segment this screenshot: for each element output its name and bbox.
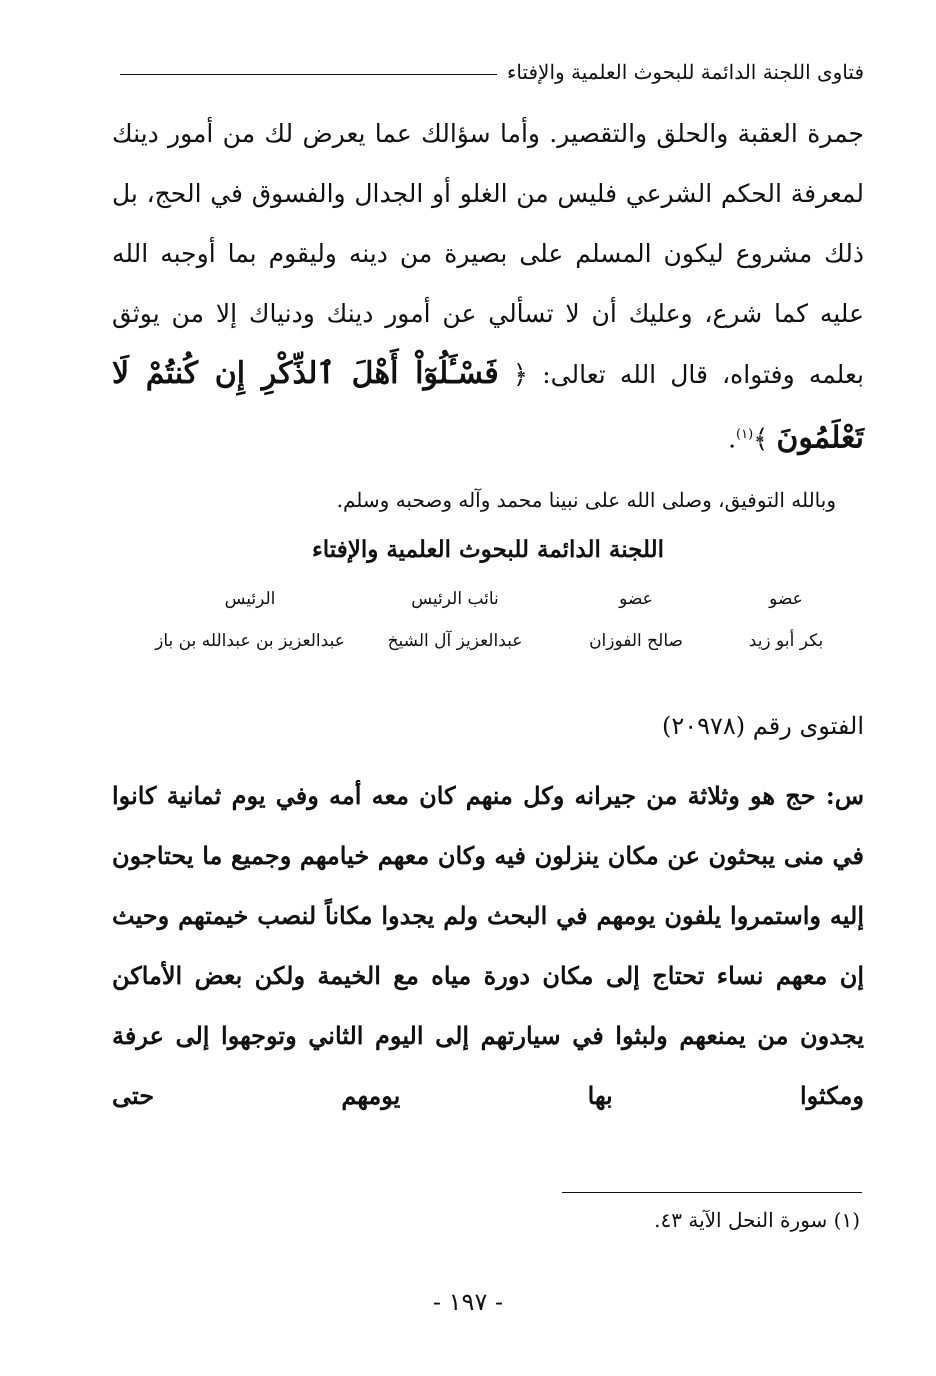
signature-member-1	[726, 584, 846, 656]
signature-vice-president	[360, 584, 550, 656]
question-label: س:	[825, 781, 865, 810]
intro-text: جمرة العقبة والحلق والتقصير. وأما سؤالك عما يعرض لك من أمور دينك لمعرفة الحكم الشرعي فليس من الغلو أو الجدال والفسوق في الحج، بل ذلك مشروع ليكون المسلم على بصيرة من دينه وليقوم بما أوجبه الله عليه كما شرع، وعليك أن لا تسألي عن أمور دينك ودنياك إلا من يوثق بعلمه وفتواه، قال الله تعالى:	[112, 119, 864, 389]
running-header	[120, 52, 864, 92]
verse-open-bracket: ﴿	[512, 360, 529, 390]
signature-president	[150, 584, 350, 656]
signature-role: عضو	[619, 589, 653, 609]
header-rule	[120, 74, 497, 75]
quran-verse: فَسْـَٔلُوٓاْ أَهْلَ ٱلذِّكْرِ إِن كُنتُمْ لَا تَعْلَمُونَ	[112, 356, 864, 456]
committee-title: اللجنة الدائمة للبحوث العلمية والإفتاء	[311, 536, 665, 563]
header-title: فتاوى اللجنة الدائمة للبحوث العلمية والإفتاء	[506, 60, 864, 84]
intro-end-period: .	[728, 424, 737, 454]
footnote: (١) سورة النحل الآية ٤٣.	[654, 1208, 860, 1232]
signature-name: بكر أبو زيد	[748, 631, 824, 651]
footnote-divider	[562, 1192, 862, 1193]
intro-paragraph	[112, 104, 864, 469]
fatwa-number: الفتوى رقم (٢٠٩٧٨)	[661, 712, 864, 740]
signature-role: نائب الرئيس	[411, 589, 499, 609]
signature-name: عبدالعزيز بن عبدالله بن باز	[155, 631, 345, 651]
footnote-reference: (١)	[736, 427, 754, 442]
signature-role: الرئيس	[224, 589, 276, 609]
signature-role: عضو	[769, 589, 803, 609]
question-paragraph	[112, 766, 864, 1126]
verse-close-bracket: ﴾	[753, 424, 769, 455]
signature-name: عبدالعزيز آل الشيخ	[387, 631, 523, 651]
page-number: - ١٩٧ -	[432, 1288, 504, 1316]
signature-name: صالح الفوزان	[589, 631, 683, 651]
signature-member-2	[566, 584, 706, 656]
question-text: حج هو وثلاثة من جيرانه وكل منهم كان معه أمه وفي يوم ثمانية كانوا في منى يبحثون عن مكان ينزلون فيه وكان معهم خيامهم وجميع ما يحتاجون إليه واستمروا يلفون يومهم في البحث ولم يجدوا مكاناً لنصب خيمتهم وحيث إن معهم نساء تحتاج إلى مكان دورة مياه مع الخيمة ولكن بعض الأماكن يجدون من يمنعهم ولبثوا في سيارتهم إلى اليوم الثاني وتوجهوا إلى عرفة ومكثوا بها يومهم حتى	[112, 781, 864, 1110]
signatures-block	[150, 584, 846, 664]
closing-line: وبالله التوفيق، وصلى الله على نبينا محمد وآله وصحبه وسلم.	[336, 488, 836, 512]
